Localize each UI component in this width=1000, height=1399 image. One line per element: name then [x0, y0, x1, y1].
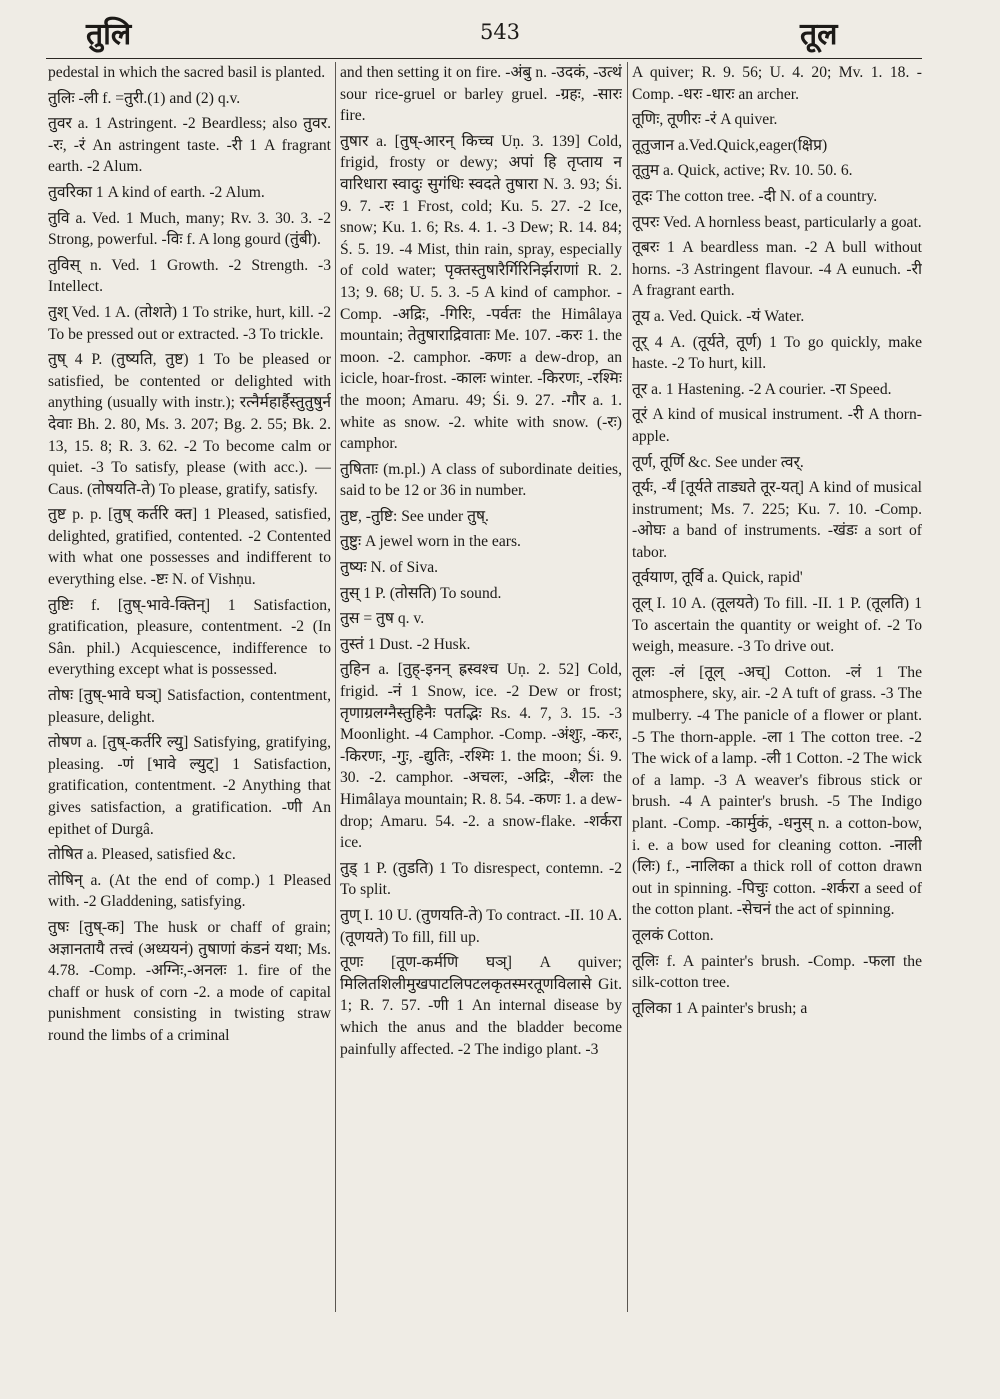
- dictionary-entry: तुण् I. 10 U. (तुणयति-ते) To contract. -II. 10 A. (तूणयते) To fill, fill up.: [340, 906, 622, 946]
- dictionary-entry: तूपरः Ved. A hornless beast, particularly a goat.: [632, 213, 922, 231]
- header-rule: [46, 58, 922, 59]
- left-guide-word: तुलि: [86, 17, 132, 52]
- dictionary-entry: तुहिन a. [तुह्-इनन् ह्रस्वश्च Uṇ. 2. 52] Cold, frigid. -नं 1 Snow, ice. -2 Dew or frost; तृणाग्रलग्नैस्तुहिनैः पतद्भिः Rs. 4. 7, 3. 15. -3 Moonlight. -4 Camphor. -Comp. -अंशुः, -करः, -किरणः, -गुः, -द्युतिः, -रश्मिः 1. the moon; Śi. 9. 30. -2. camphor. -अचलः, -अद्रिः, -शैलः the Himâlaya mountain; R. 8. 54. -कणः 1. a dew-drop; Amaru. 54. -2. a snow-flake. -शर्करा ice.: [340, 661, 622, 852]
- dictionary-entry: तुष् 4 P. (तुष्यति, तुष्ट) 1 To be pleased or satisfied, be contented or delighted with anything (usually with instr.); रत्नैर्महार्हैस्तुतुषुर्न देवाः Bh. 2. 80, Ms. 3. 207; Bg. 2. 55; Bk. 2. 13, 15. 8; R. 3. 62. -2 To become calm or quiet. -3 To satisfy, please (with acc.). —Caus. (तोषयति-ते) To please, gratify, satisfy.: [48, 351, 331, 498]
- dictionary-entry: तुलिः -ली f. =तुरी.(1) and (2) q.v.: [48, 89, 241, 107]
- dictionary-entry: तोषिन् a. (At the end of comp.) 1 Pleased with. -2 Gladdening, satisfying.: [48, 871, 331, 911]
- dictionary-entry: तुवर a. 1 Astringent. -2 Beardless; also तुवर. -रः, -रं An astringent taste. -री 1 A fragrant earth. -2 Alum.: [48, 115, 331, 176]
- dictionary-entry: तुवि a. Ved. 1 Much, many; Rv. 3. 30. 3. -2 Strong, powerful. -विः f. A long gourd (तुंबी).: [48, 209, 331, 249]
- column-3: [632, 62, 922, 1312]
- page-number: 543: [479, 20, 521, 44]
- right-guide-word: तूल: [800, 17, 838, 52]
- dictionary-entry: तूय a. Ved. Quick. -यं Water.: [632, 307, 805, 325]
- dictionary-entry: तोषः [तुष्-भावे घञ्] Satisfaction, contentment, pleasure, delight.: [48, 687, 331, 726]
- dictionary-entry: तुष्टुः A jewel worn in the ears.: [340, 533, 521, 551]
- dictionary-entry: pedestal in which the sacred basil is planted.: [48, 64, 326, 81]
- dictionary-entry: तुष्ट p. p. [तुष् कर्तरि क्त] 1 Pleased, satisfied, delighted, gratified, contented. -2 Contented with what one possesses and indifferent to everything else. -ष्टः N. of Vishṇu.: [48, 506, 331, 589]
- dictionary-entry: तूल् I. 10 A. (तूलयते) To fill. -II. 1 P. (तूलति) 1 To ascertain the quantity or weight of. -2 To weigh, measure. -3 To drive out.: [632, 595, 922, 656]
- dictionary-entry: तूरं A kind of musical instrument. -री A thorn-apple.: [632, 406, 922, 445]
- dictionary-entry: तुड् 1 P. (तुडति) 1 To disrespect, contemn. -2 To split.: [340, 859, 622, 899]
- dictionary-entry: तूलः -लं [तूल् -अच्] Cotton. -लं 1 The atmosphere, sky, air. -2 A tuft of grass. -3 The mulberry. -4 The panicle of a flower or plant. -5 The thorn-apple. -ला 1 The cotton tree. -2 The wick of a lamp. -ली 1 Cotton. -2 The wick of a lamp. -3 A weaver's fibrous stick or brush. -4 A painter's brush. -5 The Indigo plant. -Comp. -कार्मुकं, -धनुस् n. a cotton-bow, i. e. a bow used for cleaning cotton. -नाली (लिः) f., -नालिका a thick roll of cotton drawn out in spinning. -पिचुः cotton. -शर्करा a seed of the cotton plant. -सेचनं the act of spinning.: [632, 663, 922, 919]
- column-divider: [335, 62, 336, 1312]
- dictionary-entry: तुस = तुष q. v.: [340, 610, 425, 628]
- dictionary-entry: तुश् Ved. 1 A. (तोशते) 1 To strike, hurt, kill. -2 To be pressed out or extracted. -3 To trickle.: [48, 303, 331, 343]
- dictionary-entry: तोषण a. [तुष्-कर्तरि ल्यु] Satisfying, gratifying, pleasing. -णं [भावे ल्युट्] 1 Satisfaction, gratification, contentment. -2 Anything that gives satisfaction, a gratification. -णी An epithet of Durgâ.: [48, 734, 331, 838]
- dictionary-entry: and then setting it on fire. -अंबु n. -उदकं, -उत्थं sour rice-gruel or barley gruel. -ग्रहः, -सारः fire.: [340, 64, 622, 125]
- dictionary-entry: तूणः [तूण-कर्मणि घञ्] A quiver; मिलितशिलीमुखपाटलिपटलकृतस्मरतूणविलासे Git. 1; R. 7. 57. -णी 1 An internal disease by which the anus and the bladder become painfully affected. -2 The indigo plant. -3: [340, 954, 622, 1058]
- dictionary-entry: तूलिका 1 A painter's brush; a: [632, 999, 808, 1017]
- dictionary-entry: A quiver; R. 9. 56; U. 4. 20; Mv. 1. 18. -Comp. -धरः -धारः an archer.: [632, 64, 922, 103]
- dictionary-entry: तूबरः 1 A beardless man. -2 A bull without horns. -3 Astringent flavour. -4 A eunuch. -री A fragrant earth.: [632, 239, 922, 300]
- column-2: [340, 62, 622, 1312]
- dictionary-entry: तुवरिका 1 A kind of earth. -2 Alum.: [48, 183, 265, 201]
- dictionary-entry: तूलिः f. A painter's brush. -Comp. -फला the silk-cotton tree.: [632, 952, 922, 992]
- dictionary-entry: तूर्ण, तूर्णि &c. See under त्वर्.: [632, 453, 804, 471]
- dictionary-entry: तूतुम a. Quick, active; Rv. 10. 50. 6.: [632, 162, 853, 180]
- page-header: [0, 0, 1000, 60]
- dictionary-entry: तुष्ट, -तुष्टि: See under तुष्.: [340, 507, 489, 525]
- column-1: [48, 62, 331, 1312]
- dictionary-entry: तुष्यः N. of Siva.: [340, 559, 439, 577]
- dictionary-entry: तूलकं Cotton.: [632, 926, 714, 944]
- dictionary-entry: तुष्टिः f. [तुष्-भावे-क्तिन्] 1 Satisfaction, gratification, pleasure, contentment. -2 (In Sân. phil.) Acquiescence, indifference to everything except what is possessed.: [48, 596, 331, 679]
- dictionary-entry: तूर a. 1 Hastening. -2 A courier. -रा Speed.: [632, 380, 892, 398]
- dictionary-entry: तूणिः, तूणीरः -रं A quiver.: [632, 111, 778, 129]
- dictionary-entry: तूदः The cotton tree. -दी N. of a country.: [632, 187, 878, 205]
- dictionary-entry: तुषः [तुष्-क] The husk or chaff of grain; अज्ञानतायै तत्त्वं (अध्ययनं) तुषाणां कंडनं यथा; Ms. 4.78. -Comp. -अग्निः,-अनलः 1. fire of the chaff or husk of corn -2. a mode of capital punishment consisting in twisting straw round the limbs of a criminal: [48, 918, 331, 1044]
- dictionary-entry: तुस्तं 1 Dust. -2 Husk.: [340, 635, 471, 653]
- dictionary-entry: तुषार a. [तुष्-आरन् किच्च Uṇ. 3. 139] Cold, frigid, frosty or dewy; अपां हि तृप्ताय न वारिधारा स्वादुः सुगंधिः स्वदते तुषारा N. 3. 93; Śi. 9. 7. -रः 1 Frost, cold; Ku. 5. 27. -2 Ice, snow; Ku. 1. 6; Rs. 4. 1. -3 Dew; R. 14. 84; Ś. 5. 19. -4 Mist, thin rain, spray, especially of cold water; पृक्तस्तुषारैर्गिरिनिर्झराणां R. 2. 13; 9. 68; U. 5. 3. -5 A kind of camphor. -Comp. -अद्रिः, -गिरिः, -पर्वतः the Himâlaya mountain; तेतुषाराद्रिवाताः Me. 107. -करः 1. the moon. -2. camphor. -कणः a dew-drop, an icicle, hoar-frost. -कालः winter. -किरणः, -रश्मिः the moon; Amaru. 49; Śi. 9. 27. -गौर a. 1. white as snow. -2. white with snow. (-रः) camphor.: [340, 132, 622, 453]
- dictionary-entry: तूतुजान a.Ved.Quick,eager(क्षिप्र): [632, 136, 828, 154]
- column-divider: [627, 62, 628, 1312]
- dictionary-entry: तुविस् n. Ved. 1 Growth. -2 Strength. -3 Intellect.: [48, 256, 331, 296]
- dictionary-entry: तुस् 1 P. (तोसति) To sound.: [340, 584, 502, 602]
- dictionary-entry: तूर्वयाण, तूर्वि a. Quick, rapid': [632, 569, 803, 587]
- dictionary-entry: तूर्यः, -र्यं [तूर्यते ताड्यते तूर-यत्] A kind of musical instrument; Ms. 7. 225; Ku. 7. 10. -Comp. -ओघः a band of instruments. -खंडः a sort of tabor.: [632, 479, 922, 561]
- dictionary-entry: तुषिताः (m.pl.) A class of subordinate deities, said to be 12 or 36 in number.: [340, 460, 622, 500]
- dictionary-entry: तूर् 4 A. (तूर्यते, तूर्ण) 1 To go quickly, make haste. -2 To hurt, kill.: [632, 333, 922, 373]
- dictionary-entry: तोषित a. Pleased, satisfied &c.: [48, 846, 236, 864]
